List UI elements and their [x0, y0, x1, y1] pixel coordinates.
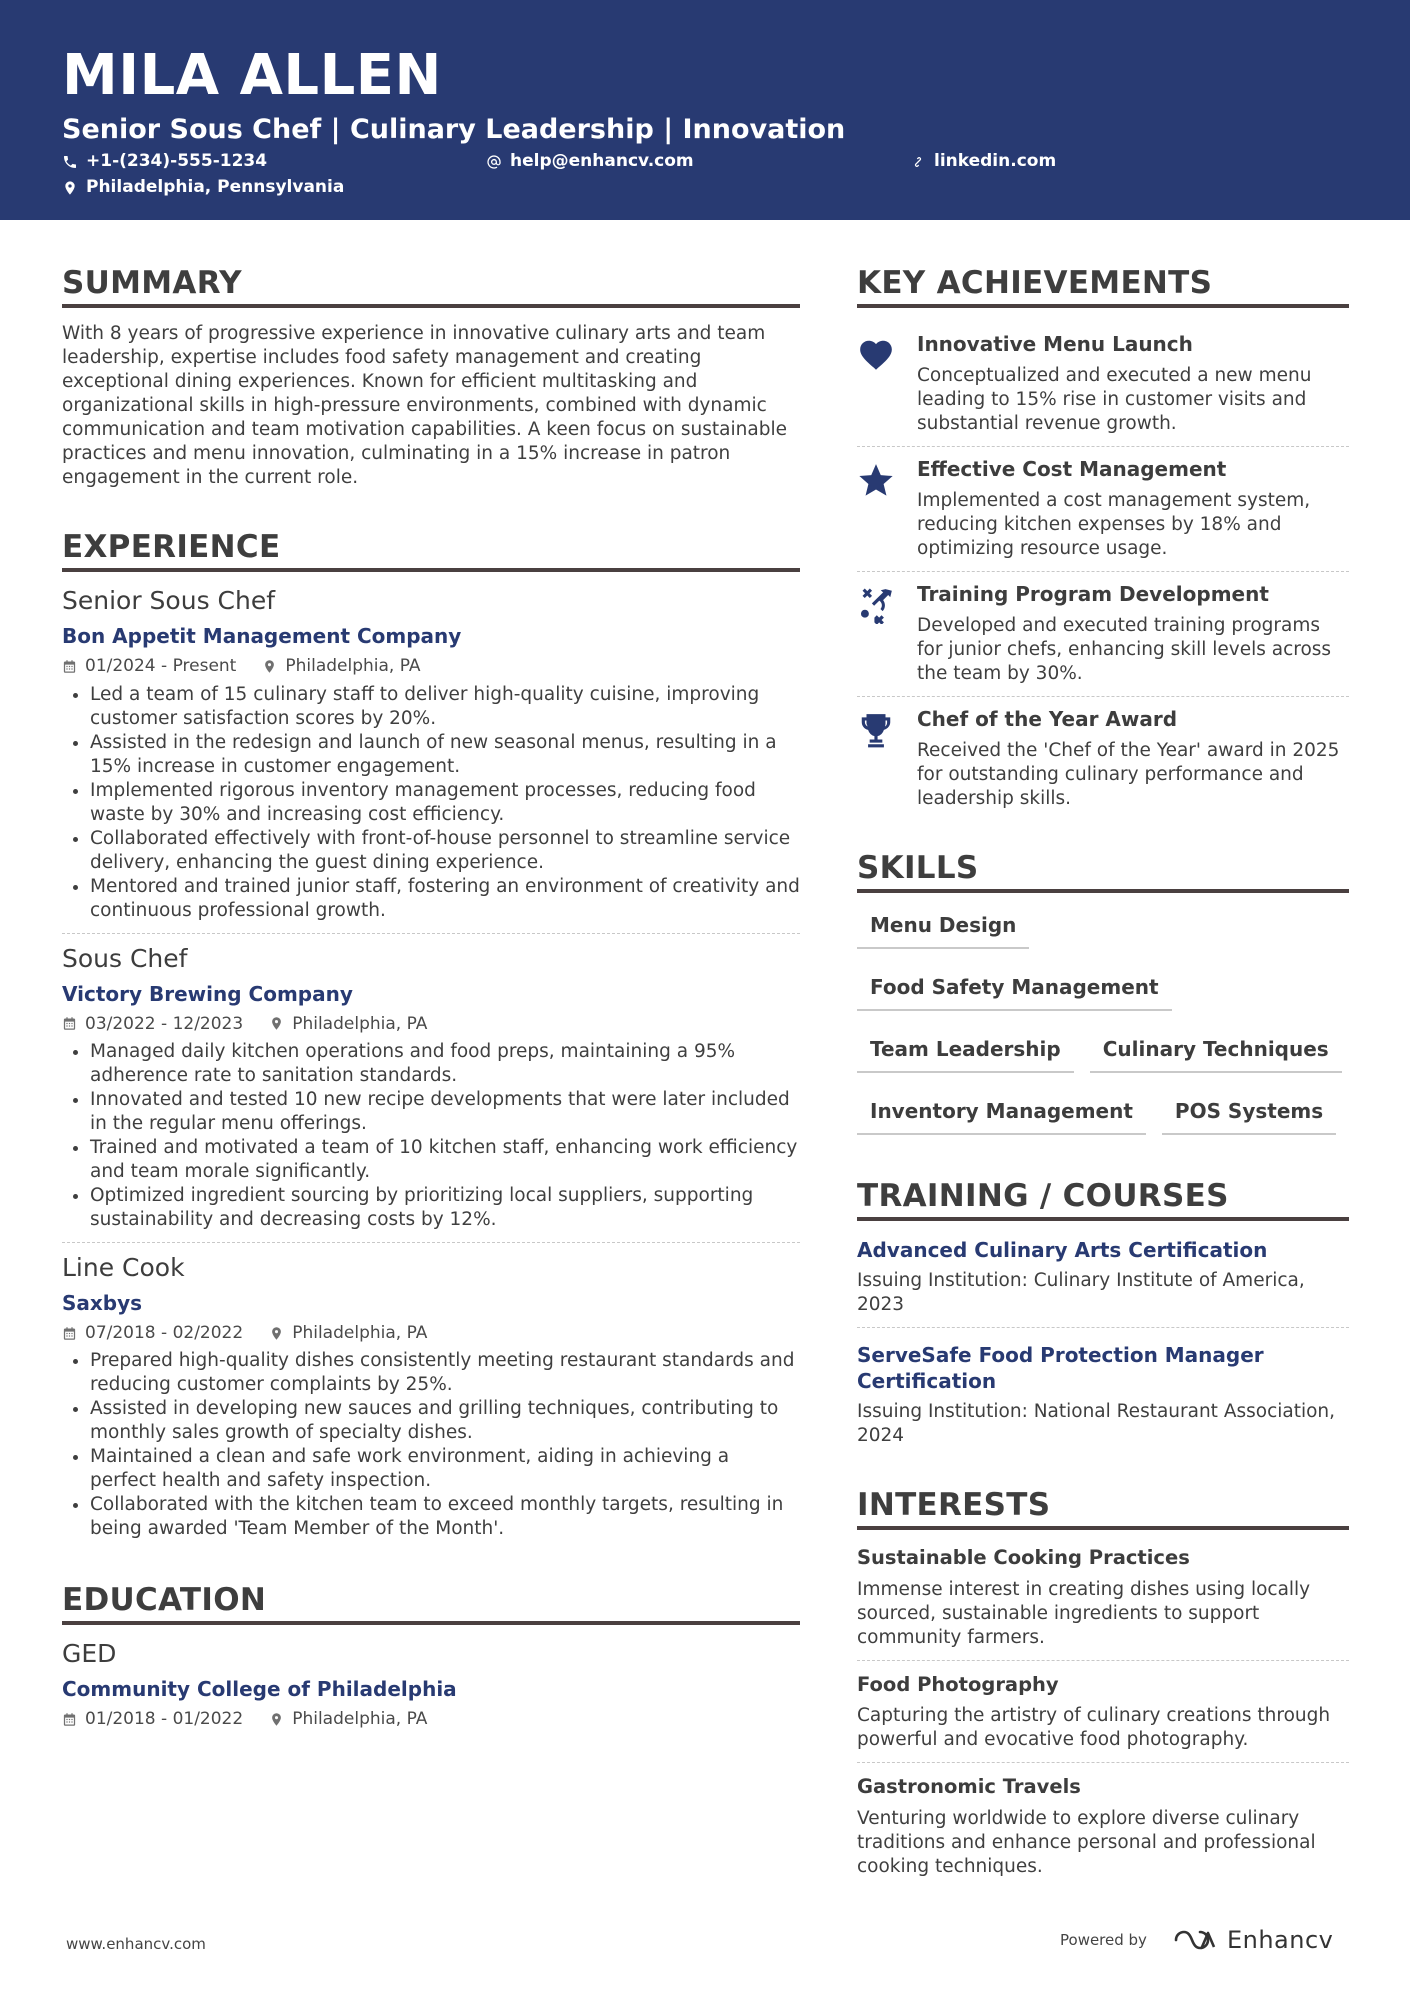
footer-website[interactable]: www.enhancv.com — [66, 1935, 206, 1953]
brand-logo[interactable] — [1173, 1926, 1333, 1954]
job-entry — [62, 944, 800, 1243]
job-dates: 07/2018 - 02/2022 — [85, 1322, 244, 1343]
star-icon — [857, 461, 895, 499]
interest-desc: Immense interest in creating dishes using locally sourced, sustainable ingredients to support community farmers. — [857, 1578, 1311, 1648]
contact-phone — [62, 153, 267, 170]
achievement-item — [857, 447, 1349, 572]
job-dates: 01/2024 - Present — [85, 656, 237, 677]
phone-icon — [62, 154, 78, 170]
brand-name: Enhancv — [1226, 1926, 1334, 1954]
footer-branding — [1060, 1926, 1333, 1954]
company-name: Victory Brewing Company — [62, 981, 353, 1006]
bullet-item: • Prepared high-quality dishes consistently meeting restaurant standards and reducing customer complaints by 25%. — [90, 1349, 800, 1397]
education-dates: 01/2018 - 01/2022 — [85, 1709, 244, 1730]
calendar-icon — [62, 659, 77, 674]
job-title: Senior Sous Chef — [62, 586, 276, 616]
experience-heading: EXPERIENCE — [62, 530, 800, 572]
trophy-icon — [857, 711, 895, 749]
strategy-icon — [857, 586, 895, 624]
interest-title: Food Photography — [857, 1672, 1059, 1696]
calendar-icon — [62, 1712, 77, 1727]
job-meta — [62, 656, 800, 676]
location-pin-icon — [269, 1712, 284, 1727]
bullet-item: • Maintained a clean and safe work environment, aiding in achieving a perfect health and safety inspection. — [90, 1445, 800, 1493]
bullet-item: • Managed daily kitchen operations and food preps, maintaining a 95% adherence rate to sanitation standards. — [90, 1040, 800, 1088]
job-dates: 03/2022 - 12/2023 — [85, 1013, 244, 1034]
link-icon — [910, 154, 926, 170]
job-title: Line Cook — [62, 1252, 185, 1282]
achievement-desc: Conceptualized and executed a new menu leading to 15% rise in customer visits and substantial revenue growth. — [917, 365, 1312, 435]
achievement-desc: Received the 'Chef of the Year' award in 2025 for outstanding culinary performance and leadership skills. — [917, 740, 1340, 810]
job-bullets — [62, 1349, 800, 1541]
experience-section — [62, 530, 800, 1551]
interests-heading: INTERESTS — [857, 1488, 1349, 1530]
skills-list — [857, 907, 1349, 1135]
achievement-desc: Developed and executed training programs for junior chefs, enhancing skill levels across the team by 30%. — [917, 615, 1332, 685]
location-text: Philadelphia, Pennsylvania — [86, 177, 345, 197]
contact-linkedin[interactable] — [910, 153, 1056, 170]
course-item — [857, 1235, 1349, 1328]
phone-text: +1-(234)-555-1234 — [86, 151, 268, 171]
job-bullets — [62, 1040, 800, 1232]
job-entry — [62, 1253, 800, 1551]
skill-tag: Inventory Management — [857, 1093, 1146, 1135]
interest-desc: Capturing the artistry of culinary creations through powerful and evocative food photography. — [857, 1705, 1331, 1751]
job-title: Sous Chef — [62, 943, 188, 973]
summary-text: With 8 years of progressive experience in innovative culinary arts and team leadership, expertise includes food safety management and creating exceptional dining experiences. Known for efficient multitasking and organizational skills in high-pressure environments, combined with dynamic communication and team motivation capabilities. A keen focus on sustainable practices and menu innovation, culminating in a 15% increase in patron engagement in the current role. — [62, 323, 787, 489]
bullet-item: • Assisted in the redesign and launch of new seasonal menus, resulting in a 15% increase in customer engagement. — [90, 731, 800, 779]
at-icon — [486, 154, 502, 170]
course-desc: Issuing Institution: Culinary Institute of America, 2023 — [857, 1270, 1305, 1316]
bullet-item: • Innovated and tested 10 new recipe developments that were later included in the regular menu offerings. — [90, 1088, 800, 1136]
skill-tag: POS Systems — [1162, 1093, 1336, 1135]
skill-tag: Menu Design — [857, 907, 1029, 949]
achievement-title: Effective Cost Management — [917, 457, 1227, 482]
training-heading: TRAINING / COURSES — [857, 1179, 1349, 1221]
bullet-item: • Collaborated with the kitchen team to exceed monthly targets, resulting in being awarded 'Team Member of the Month'. — [90, 1493, 800, 1541]
heart-icon — [857, 336, 895, 374]
education-meta — [62, 1709, 800, 1729]
company-name: Bon Appetit Management Company — [62, 624, 462, 649]
company-name: Saxbys — [62, 1290, 143, 1315]
location-pin-icon — [269, 1326, 284, 1341]
interest-desc: Venturing worldwide to explore diverse culinary traditions and enhance personal and professional cooking techniques. — [857, 1807, 1316, 1877]
education-location: Philadelphia, PA — [292, 1709, 428, 1730]
interest-title: Sustainable Cooking Practices — [857, 1546, 1190, 1570]
interest-item — [857, 1671, 1349, 1763]
interest-item — [857, 1773, 1349, 1888]
achievement-title: Chef of the Year Award — [917, 707, 1178, 732]
interests-list — [857, 1544, 1349, 1888]
course-title: Advanced Culinary Arts Certification — [857, 1238, 1268, 1263]
job-bullets — [62, 683, 800, 923]
linkedin-link[interactable]: linkedin.com — [934, 151, 1057, 171]
contact-location — [62, 179, 344, 196]
achievement-desc: Implemented a cost management system, reducing kitchen expenses by 18% and optimizing resource usage. — [917, 490, 1311, 560]
resume-header — [0, 0, 1410, 220]
bullet-item: • Mentored and trained junior staff, fostering an environment of creativity and continuous professional growth. — [90, 875, 800, 923]
interest-item — [857, 1544, 1349, 1660]
job-meta — [62, 1014, 800, 1034]
enhancv-logo-icon — [1173, 1927, 1219, 1953]
job-location: Philadelphia, PA — [285, 656, 421, 677]
location-pin-icon — [62, 180, 78, 196]
bullet-item: • Optimized ingredient sourcing by prioritizing local suppliers, supporting sustainability and decreasing costs by 12%. — [90, 1184, 800, 1232]
job-meta — [62, 1323, 800, 1343]
job-location: Philadelphia, PA — [292, 1013, 428, 1034]
course-item — [857, 1340, 1349, 1458]
achievement-item — [857, 572, 1349, 697]
achievement-item — [857, 322, 1349, 447]
achievement-item — [857, 697, 1349, 821]
education-heading: EDUCATION — [62, 1583, 800, 1625]
interest-title: Gastronomic Travels — [857, 1775, 1081, 1799]
course-title: ServeSafe Food Protection Manager Certification — [857, 1343, 1264, 1394]
achievements-list — [857, 322, 1349, 821]
achievement-title: Training Program Development — [917, 582, 1269, 607]
bullet-item: • Assisted in developing new sauces and grilling techniques, contributing to monthly sales growth of specialty dishes. — [90, 1397, 800, 1445]
achievement-title: Innovative Menu Launch — [917, 332, 1193, 357]
skill-tag: Team Leadership — [857, 1031, 1074, 1073]
school-name: Community College of Philadelphia — [62, 1677, 457, 1702]
job-location: Philadelphia, PA — [292, 1322, 428, 1343]
location-pin-icon — [269, 1016, 284, 1031]
bullet-item: • Implemented rigorous inventory management processes, reducing food waste by 30% and increasing cost efficiency. — [90, 779, 800, 827]
location-pin-icon — [262, 659, 277, 674]
calendar-icon — [62, 1326, 77, 1341]
powered-by-label: Powered by — [1060, 1931, 1147, 1949]
candidate-name: MILA ALLEN — [62, 43, 442, 108]
job-entry — [62, 586, 800, 933]
email-link[interactable]: help@enhancv.com — [510, 151, 694, 171]
achievements-heading: KEY ACHIEVEMENTS — [857, 266, 1349, 308]
candidate-headline: Senior Sous Chef | Culinary Leadership | Innovation — [62, 114, 846, 145]
skill-tag: Culinary Techniques — [1090, 1031, 1342, 1073]
training-list — [857, 1235, 1349, 1458]
left-column — [62, 266, 800, 1730]
bullet-item: • Trained and motivated a team of 10 kitchen staff, enhancing work efficiency and team morale significantly. — [90, 1136, 800, 1184]
contact-email[interactable] — [486, 153, 694, 170]
skills-heading: SKILLS — [857, 851, 1349, 893]
degree-title: GED — [62, 1639, 117, 1669]
calendar-icon — [62, 1016, 77, 1031]
education-section — [62, 1583, 800, 1729]
summary-heading: SUMMARY — [62, 266, 800, 308]
course-desc: Issuing Institution: National Restaurant Association, 2024 — [857, 1401, 1336, 1447]
bullet-item: • Collaborated effectively with front-of-house personnel to streamline service delivery, enhancing the guest dining experience. — [90, 827, 800, 875]
right-column — [857, 266, 1349, 1899]
bullet-item: • Led a team of 15 culinary staff to deliver high-quality cuisine, improving customer satisfaction scores by 20%. — [90, 683, 800, 731]
skill-tag: Food Safety Management — [857, 969, 1172, 1011]
